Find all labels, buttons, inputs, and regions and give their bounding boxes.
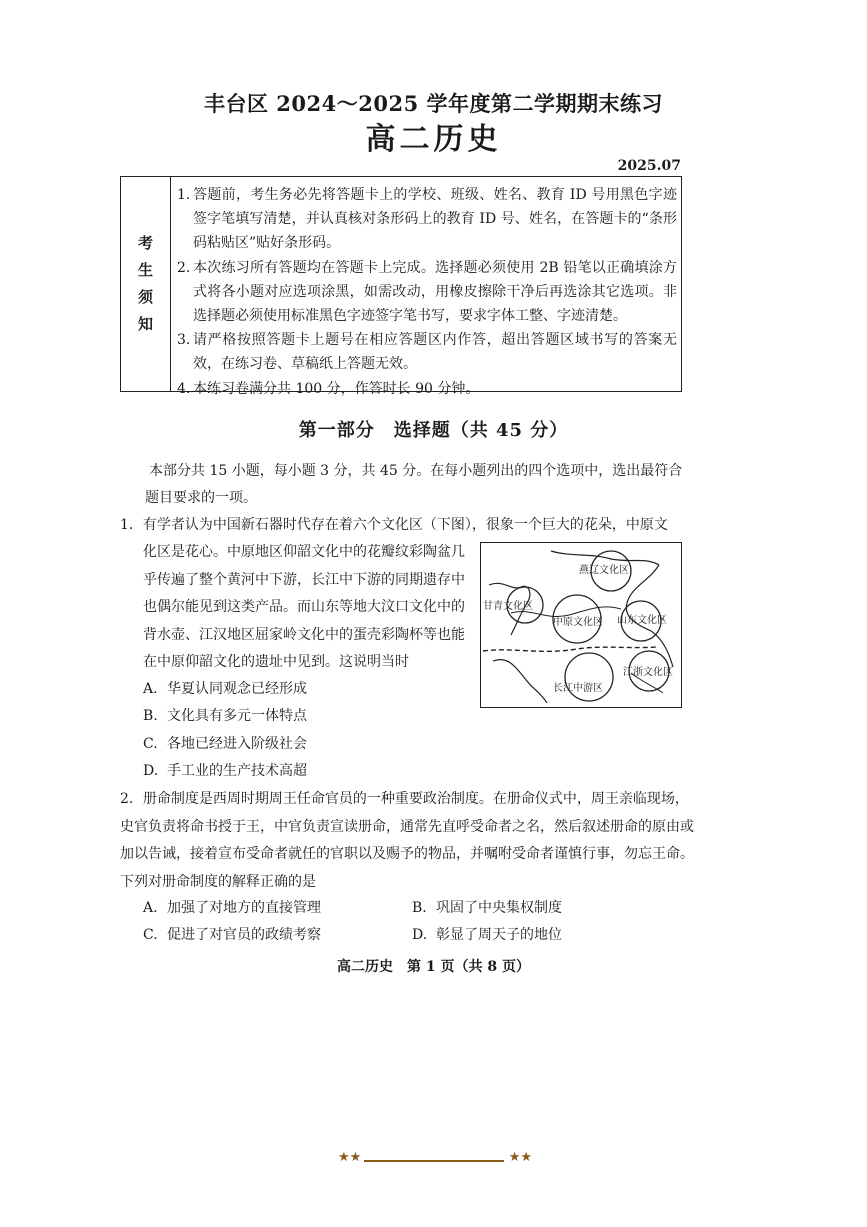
notice-side-char: 知 [137,315,153,333]
question-1-stem-continued: 化区是花心。中原地区仰韶文化中的花瓣纹彩陶盆几乎传遍了整个黄河中下游，长江中下游的同期遗存中也偶尔能见到这类产品。而山东等地大汶口文化中的背水壶、江汉地区屈家岭文化中的蛋壳彩陶杯等也能在中原仰韶文化的遗址中见到。这说明当时 [143,544,465,670]
subject-title: 高二历史 [365,122,502,157]
notice-side-label [121,177,171,391]
notice-item [177,377,677,401]
map-label-changjiang: 长江中游区 [553,683,603,694]
exam-title: 丰台区 2024～2025 学年度第二学期期末练习 [203,91,663,116]
question-1-option-b [143,706,307,726]
notice-item [177,328,677,376]
map-label-yanliao: 燕辽文化区 [579,565,629,576]
question-2-option-b [412,898,562,918]
notice-item-number: 2. [177,259,191,276]
option-text: 文化具有多元一体特点 [167,708,307,724]
ornament-divider [364,1160,504,1162]
notice-item-number: 3. [177,332,191,349]
option-letter: D. [412,927,428,943]
question-2-option-a [143,898,321,918]
notice-items [177,183,677,401]
notice-item [177,183,677,256]
option-text: 巩固了中央集权制度 [436,900,562,916]
notice-side-char: 须 [137,288,153,306]
option-letter: B. [412,900,427,916]
map-river-line [483,647,657,651]
part-one-intro: 本部分共 15 小题，每小题 3 分，共 45 分。在每小题列出的四个选项中，选出最符合题目要求的一项。 [145,463,683,506]
option-text: 彰显了周天子的地位 [436,927,562,943]
map-label-ganqing: 甘青文化区 [483,601,533,612]
question-1-option-d [143,761,307,781]
notice-side-char: 考 [137,234,153,252]
question-1-option-a [143,679,307,699]
option-letter: C. [143,927,158,943]
notice-item-number: 4. [177,380,191,397]
notice-side-char: 生 [137,261,153,279]
option-text: 手工业的生产技术高超 [167,763,307,779]
decorative-ornament [338,1150,532,1170]
map-label-zhongyuan: 中原文化区 [553,617,603,628]
option-letter: D. [143,763,159,779]
star-icon: ★★ [508,1150,532,1165]
notice-item-text: 请严格按照答题卡上题号在相应答题区内作答，超出答题区域书写的答案无效，在练习卷、草稿纸上答题无效。 [193,332,677,373]
option-letter: B. [143,708,158,724]
option-text: 促进了对官员的政绩考察 [167,927,321,943]
map-boundary-line [551,551,659,565]
map-label-jiangzhe: 江浙文化区 [623,667,673,678]
page-number-footer: 高二历史 第 1 页（共 8 页） [337,959,530,975]
map-boundary-line [493,660,547,703]
option-text: 各地已经进入阶级社会 [167,736,307,752]
part-one-title: 第一部分 选择题（共 45 分） [298,420,569,441]
option-letter: A. [143,900,158,916]
question-1-stem-first-line: 1．有学者认为中国新石器时代存在着六个文化区（下图），很象一个巨大的花朵，中原文 [120,517,668,533]
notice-item-text: 答题前，考生务必先将答题卡上的学校、班级、姓名、教育 ID 号用黑色字迹签字笔填写清楚，并认真核对条形码上的教育 ID 号、姓名，在答题卡的“条形码粘贴区”贴好条形码。 [193,187,677,252]
candidate-notice-box [120,176,682,397]
question-2-option-c [143,925,321,945]
option-letter: C. [143,736,158,752]
map-drawing [481,543,681,707]
notice-item-text: 本练习卷满分共 100 分，作答时长 90 分钟。 [193,380,480,397]
notice-item-text: 本次练习所有答题均在答题卡上完成。选择题必须使用 2B 铅笔以正确填涂方式将各小题对应选项涂黑，如需改动，用橡皮擦除干净后再选涂其它选项。非选择题必须使用标准黑色字迹签字笔书写，要求字体工整、字迹清楚。 [193,259,677,325]
star-icon: ★★ [338,1150,362,1165]
question-2-option-d [412,925,562,945]
question-1-option-c [143,734,307,754]
map-label-shandong: 山东文化区 [617,615,667,626]
question-2-stem: 2．册命制度是西周时期周王任命官员的一种重要政治制度。在册命仪式中，周王亲临现场，史官负责将命书授于王，中官负责宣读册命，通常先直呼受命者之名，然后叙述册命的原由或加以告诫，接着宣布受命者就任的官职以及赐予的物品，并嘱咐受命者谨慎行事，勿忘王命。下列对册命制度的解释正确的是 [120,791,694,890]
option-letter: A. [143,681,158,697]
notice-item [177,256,677,329]
notice-item-number: 1. [177,187,191,203]
neolithic-culture-regions-map [480,542,682,708]
exam-date: 2025.07 [617,158,681,174]
option-text: 加强了对地方的直接管理 [167,900,321,916]
option-text: 华夏认同观念已经形成 [167,681,307,697]
